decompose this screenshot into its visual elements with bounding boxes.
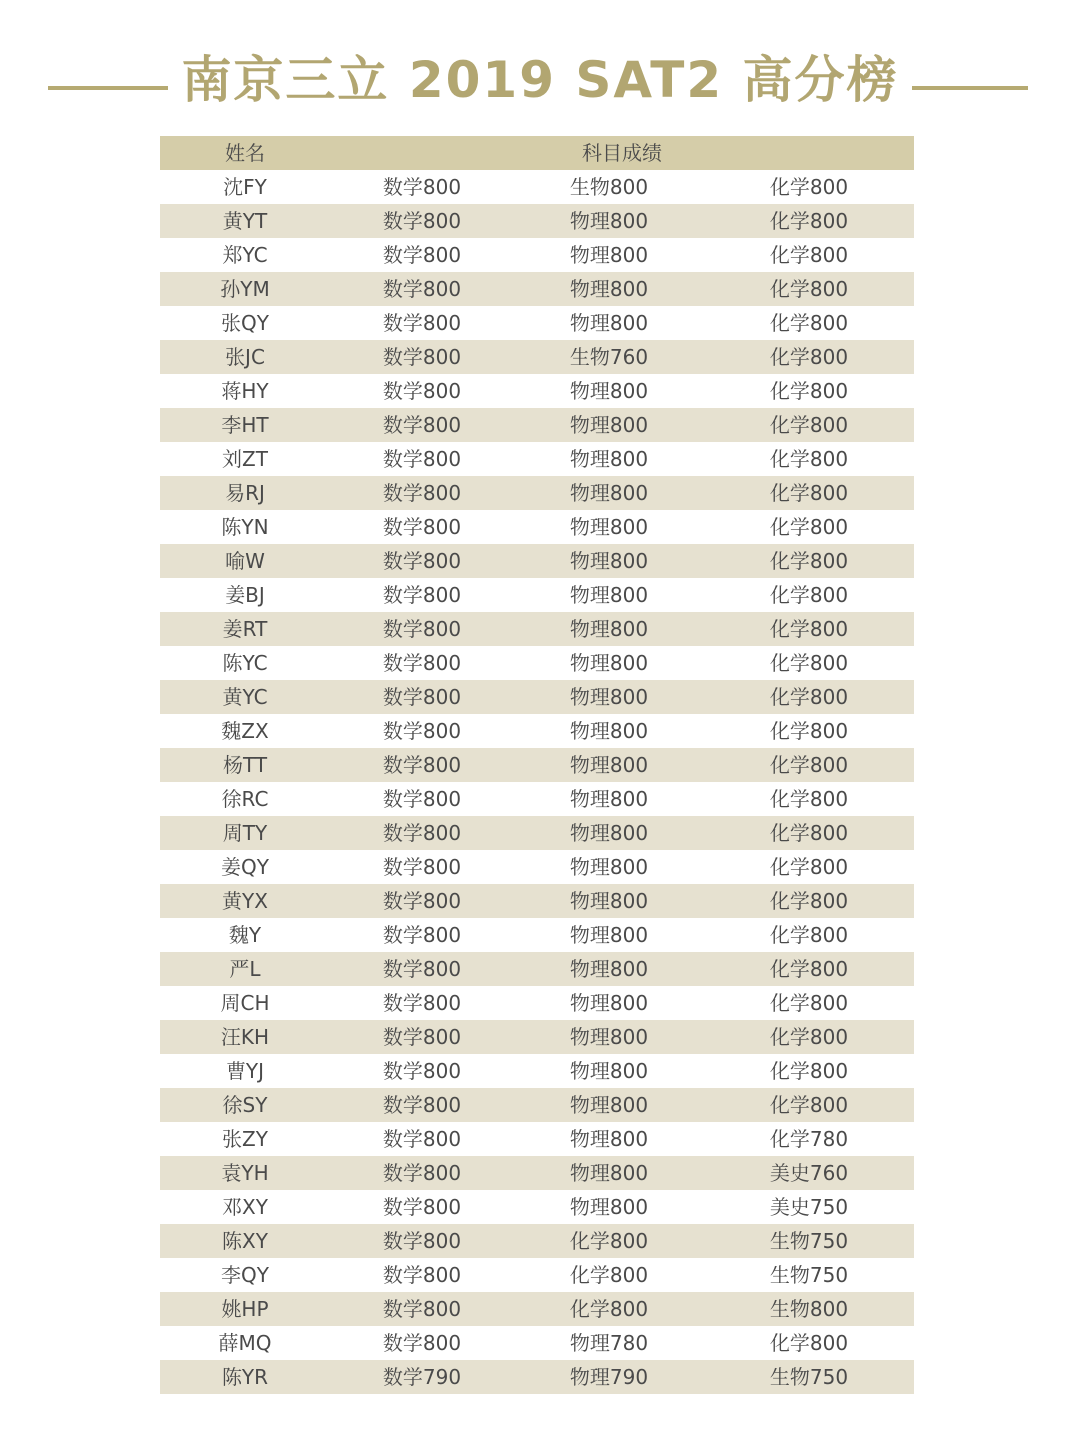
table-row — [160, 646, 914, 680]
subject-score-2: 物理790 — [569, 1365, 649, 1389]
student-name: 孙YM — [220, 277, 270, 301]
subject-score-1: 数学800 — [382, 855, 462, 879]
student-name: 袁YH — [221, 1161, 269, 1185]
subject-score-2: 化学800 — [569, 1229, 649, 1253]
table-row — [160, 714, 914, 748]
subject-score-1: 数学800 — [382, 1059, 462, 1083]
table-row — [160, 952, 914, 986]
table-row — [160, 986, 914, 1020]
subject-score-1: 数学800 — [382, 617, 462, 641]
score-table — [160, 136, 914, 1394]
subject-score-3: 化学800 — [769, 447, 849, 471]
header-scores: 科目成绩 — [582, 141, 662, 165]
student-name: 易RJ — [225, 481, 265, 505]
subject-score-1: 数学800 — [382, 1127, 462, 1151]
table-row — [160, 1088, 914, 1122]
student-name: 张ZY — [222, 1127, 268, 1151]
student-name: 黄YC — [222, 685, 268, 709]
subject-score-1: 数学800 — [382, 923, 462, 947]
subject-score-3: 生物750 — [769, 1263, 849, 1287]
subject-score-1: 数学800 — [382, 685, 462, 709]
title-banner — [0, 40, 1080, 120]
subject-score-3: 化学800 — [769, 345, 849, 369]
subject-score-1: 数学800 — [382, 1229, 462, 1253]
student-name: 黄YX — [222, 889, 268, 913]
subject-score-1: 数学800 — [382, 311, 462, 335]
subject-score-1: 数学800 — [382, 1297, 462, 1321]
subject-score-3: 生物750 — [769, 1365, 849, 1389]
subject-score-2: 物理780 — [569, 1331, 649, 1355]
subject-score-1: 数学800 — [382, 1093, 462, 1117]
subject-score-1: 数学800 — [382, 379, 462, 403]
student-name: 邓XY — [222, 1195, 268, 1219]
table-header — [160, 136, 914, 170]
subject-score-1: 数学800 — [382, 719, 462, 743]
table-row — [160, 1326, 914, 1360]
subject-score-3: 美史760 — [769, 1161, 849, 1185]
subject-score-3: 化学800 — [769, 787, 849, 811]
table-row — [160, 850, 914, 884]
subject-score-3: 化学800 — [769, 175, 849, 199]
subject-score-2: 生物760 — [569, 345, 649, 369]
subject-score-3: 化学800 — [769, 311, 849, 335]
subject-score-2: 物理800 — [569, 957, 649, 981]
subject-score-2: 物理800 — [569, 855, 649, 879]
student-name: 郑YC — [222, 243, 268, 267]
subject-score-2: 物理800 — [569, 617, 649, 641]
subject-score-3: 化学800 — [769, 1025, 849, 1049]
table-row — [160, 1292, 914, 1326]
subject-score-1: 数学790 — [382, 1365, 462, 1389]
subject-score-3: 化学800 — [769, 515, 849, 539]
subject-score-2: 物理800 — [569, 1161, 649, 1185]
subject-score-3: 化学800 — [769, 719, 849, 743]
subject-score-3: 化学800 — [769, 991, 849, 1015]
subject-score-1: 数学800 — [382, 549, 462, 573]
subject-score-2: 物理800 — [569, 311, 649, 335]
student-name: 姜RT — [222, 617, 268, 641]
subject-score-2: 物理800 — [569, 821, 649, 845]
subject-score-1: 数学800 — [382, 1263, 462, 1287]
subject-score-1: 数学800 — [382, 957, 462, 981]
subject-score-2: 物理800 — [569, 753, 649, 777]
table-row — [160, 374, 914, 408]
table-row — [160, 1190, 914, 1224]
subject-score-2: 物理800 — [569, 413, 649, 437]
student-name: 沈FY — [223, 175, 267, 199]
title-divider-right — [912, 86, 1028, 90]
subject-score-2: 物理800 — [569, 1127, 649, 1151]
table-row — [160, 510, 914, 544]
subject-score-3: 化学800 — [769, 821, 849, 845]
subject-score-3: 化学800 — [769, 209, 849, 233]
subject-score-2: 物理800 — [569, 685, 649, 709]
subject-score-3: 化学800 — [769, 957, 849, 981]
student-name: 陈YC — [222, 651, 268, 675]
student-name: 徐SY — [222, 1093, 268, 1117]
student-name: 黄YT — [222, 209, 268, 233]
subject-score-3: 化学800 — [769, 379, 849, 403]
subject-score-3: 化学800 — [769, 855, 849, 879]
student-name: 陈YN — [221, 515, 269, 539]
table-row — [160, 578, 914, 612]
subject-score-3: 化学800 — [769, 753, 849, 777]
table-row — [160, 680, 914, 714]
table-row — [160, 816, 914, 850]
student-name: 周CH — [220, 991, 270, 1015]
subject-score-2: 物理800 — [569, 1059, 649, 1083]
table-row — [160, 306, 914, 340]
table-row — [160, 1054, 914, 1088]
subject-score-2: 物理800 — [569, 719, 649, 743]
table-row — [160, 272, 914, 306]
subject-score-3: 化学800 — [769, 651, 849, 675]
subject-score-2: 物理800 — [569, 243, 649, 267]
student-name: 陈YR — [221, 1365, 269, 1389]
subject-score-2: 化学800 — [569, 1263, 649, 1287]
subject-score-2: 物理800 — [569, 991, 649, 1015]
table-row — [160, 1122, 914, 1156]
table-row — [160, 170, 914, 204]
subject-score-1: 数学800 — [382, 345, 462, 369]
table-row — [160, 544, 914, 578]
subject-score-2: 物理800 — [569, 1195, 649, 1219]
student-name: 李HT — [221, 413, 269, 437]
subject-score-2: 物理800 — [569, 651, 649, 675]
subject-score-1: 数学800 — [382, 1195, 462, 1219]
subject-score-1: 数学800 — [382, 583, 462, 607]
student-name: 薛MQ — [218, 1331, 272, 1355]
student-name: 蒋HY — [221, 379, 269, 403]
student-name: 陈XY — [222, 1229, 268, 1253]
table-row — [160, 1156, 914, 1190]
subject-score-2: 物理800 — [569, 923, 649, 947]
student-name: 魏ZX — [221, 719, 269, 743]
subject-score-3: 化学800 — [769, 617, 849, 641]
table-row — [160, 1258, 914, 1292]
subject-score-1: 数学800 — [382, 821, 462, 845]
table-row — [160, 884, 914, 918]
subject-score-3: 化学780 — [769, 1127, 849, 1151]
subject-score-2: 物理800 — [569, 447, 649, 471]
subject-score-1: 数学800 — [382, 1161, 462, 1185]
table-row — [160, 238, 914, 272]
subject-score-3: 生物800 — [769, 1297, 849, 1321]
page-title: 南京三立 2019 SAT2 高分榜 — [181, 51, 899, 109]
table-row — [160, 1360, 914, 1394]
subject-score-3: 化学800 — [769, 413, 849, 437]
student-name: 严L — [229, 957, 261, 981]
table-row — [160, 442, 914, 476]
subject-score-2: 物理800 — [569, 549, 649, 573]
student-name: 周TY — [222, 821, 268, 845]
subject-score-3: 化学800 — [769, 481, 849, 505]
subject-score-2: 物理800 — [569, 481, 649, 505]
subject-score-1: 数学800 — [382, 277, 462, 301]
table-row — [160, 782, 914, 816]
table-row — [160, 340, 914, 374]
subject-score-3: 化学800 — [769, 583, 849, 607]
subject-score-1: 数学800 — [382, 787, 462, 811]
subject-score-3: 化学800 — [769, 243, 849, 267]
subject-score-2: 物理800 — [569, 583, 649, 607]
student-name: 刘ZT — [222, 447, 268, 471]
subject-score-1: 数学800 — [382, 447, 462, 471]
subject-score-1: 数学800 — [382, 753, 462, 777]
table-row — [160, 1224, 914, 1258]
subject-score-1: 数学800 — [382, 413, 462, 437]
student-name: 杨TT — [222, 753, 268, 777]
subject-score-2: 物理800 — [569, 787, 649, 811]
table-row — [160, 204, 914, 238]
subject-score-2: 物理800 — [569, 277, 649, 301]
student-name: 魏Y — [228, 923, 262, 947]
student-name: 徐RC — [221, 787, 269, 811]
subject-score-3: 生物750 — [769, 1229, 849, 1253]
subject-score-1: 数学800 — [382, 515, 462, 539]
table-body — [160, 170, 914, 1394]
subject-score-1: 数学800 — [382, 481, 462, 505]
subject-score-1: 数学800 — [382, 175, 462, 199]
subject-score-2: 物理800 — [569, 209, 649, 233]
table-row — [160, 918, 914, 952]
student-name: 姜QY — [221, 855, 269, 879]
subject-score-1: 数学800 — [382, 889, 462, 913]
student-name: 姚HP — [221, 1297, 269, 1321]
subject-score-1: 数学800 — [382, 991, 462, 1015]
subject-score-3: 化学800 — [769, 1093, 849, 1117]
subject-score-2: 物理800 — [569, 379, 649, 403]
subject-score-2: 物理800 — [569, 1093, 649, 1117]
subject-score-1: 数学800 — [382, 1331, 462, 1355]
student-name: 李QY — [221, 1263, 269, 1287]
student-name: 汪KH — [220, 1025, 270, 1049]
subject-score-3: 化学800 — [769, 923, 849, 947]
subject-score-3: 化学800 — [769, 277, 849, 301]
student-name: 喻W — [225, 549, 265, 573]
subject-score-2: 化学800 — [569, 1297, 649, 1321]
student-name: 张QY — [221, 311, 269, 335]
student-name: 姜BJ — [225, 583, 265, 607]
subject-score-2: 物理800 — [569, 515, 649, 539]
table-row — [160, 408, 914, 442]
subject-score-3: 美史750 — [769, 1195, 849, 1219]
header-name: 姓名 — [225, 141, 265, 165]
subject-score-2: 物理800 — [569, 1025, 649, 1049]
subject-score-1: 数学800 — [382, 1025, 462, 1049]
subject-score-3: 化学800 — [769, 889, 849, 913]
title-divider-left — [48, 86, 168, 90]
subject-score-1: 数学800 — [382, 243, 462, 267]
table-row — [160, 612, 914, 646]
table-row — [160, 1020, 914, 1054]
table-row — [160, 476, 914, 510]
subject-score-2: 物理800 — [569, 889, 649, 913]
subject-score-2: 生物800 — [569, 175, 649, 199]
table-row — [160, 748, 914, 782]
subject-score-1: 数学800 — [382, 209, 462, 233]
student-name: 张JC — [225, 345, 265, 369]
student-name: 曹YJ — [225, 1059, 265, 1083]
subject-score-3: 化学800 — [769, 1331, 849, 1355]
subject-score-1: 数学800 — [382, 651, 462, 675]
subject-score-3: 化学800 — [769, 685, 849, 709]
subject-score-3: 化学800 — [769, 1059, 849, 1083]
subject-score-3: 化学800 — [769, 549, 849, 573]
